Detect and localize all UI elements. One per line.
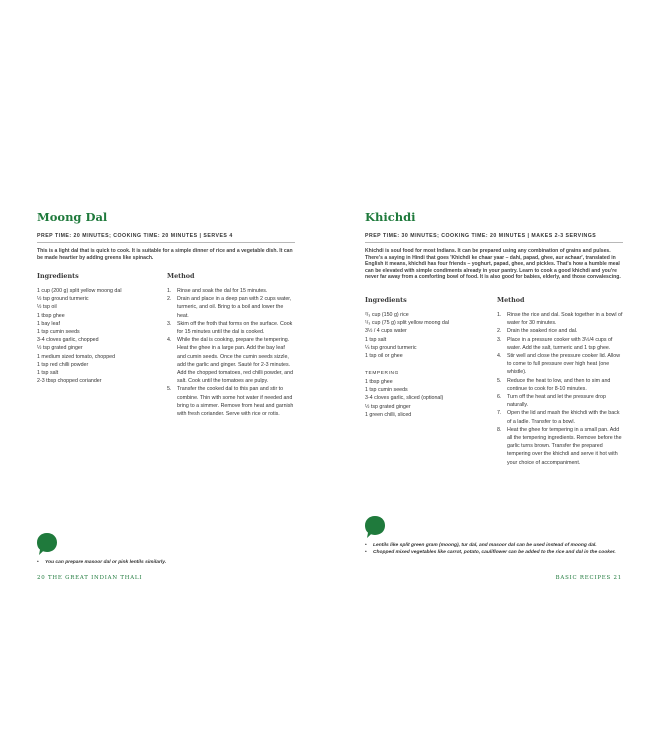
method-list	[497, 311, 625, 467]
list-item: 3-4 cloves garlic, chopped	[37, 337, 99, 344]
step-number: 3.	[167, 320, 172, 327]
ingredients-list	[37, 287, 122, 385]
method-step	[167, 287, 295, 295]
step-number: 1.	[497, 312, 502, 318]
step-number: 5.	[497, 377, 502, 384]
step-number: 6.	[497, 394, 502, 401]
list-item: 1 tbsp ghee	[37, 312, 65, 319]
method-heading: Method	[497, 296, 525, 304]
method-step	[497, 352, 625, 377]
list-item: 1 green chilli, sliced	[365, 411, 412, 418]
step-number: 5.	[167, 386, 172, 393]
recipe-meta: PREP TIME: 30 MINUTES; COOKING TIME: 20 MINUTES | MAKES 2-3 SERVINGS	[365, 233, 597, 239]
step-text: Open the lid and mash the khichdi with the back of a ladle. Transfer to a bowl.	[507, 410, 620, 425]
notes-list	[365, 542, 627, 556]
method-step	[497, 426, 625, 467]
notes-list	[37, 559, 297, 566]
method-heading: Method	[167, 272, 195, 280]
recipe-intro: Khichdi is soul food for most Indians. It can be prepared using any combination of grains and pulses. There's a saying in Hindi that goes 'Khichdi ke chaar yaar – dahi, papad, ghee, aur achaar', translated in English it means, khichdi has four friends – yoghurt, papad, ghee, and pickles. That's how a humble meal can be elevated with simple condiments already in your pantry. Learn to cook a good khichdi and you're never far away from a comforting bowl of food. It is also good for babies, elderly, and those convalescing.	[365, 248, 621, 281]
ingredients-heading: Ingredients	[37, 272, 79, 280]
step-text: Drain and place in a deep pan with 2 cups water, turmeric, and oil. Bring to a boil and lower the heat.	[177, 296, 292, 319]
list-item: • Chopped mixed vegetables like carrot, potato, cauliflower can be added to the rice and dal in the cooker.	[365, 549, 627, 556]
ingredients-list	[365, 311, 449, 360]
step-text: Rinse the rice and dal. Soak together in a bowl of water for 30 minutes.	[507, 312, 623, 327]
method-step	[167, 295, 295, 320]
recipe-title: Khichdi	[365, 210, 416, 224]
page-folio: BASIC RECIPES 21	[555, 575, 622, 581]
list-item: • You can prepare masoor dal or pink lentils similarly.	[37, 559, 297, 566]
step-text: Heat the ghee for tempering in a small pan. Add all the tempering ingredients. Remove before the garlic turns brown. Transfer the prepared tempering over the khichdi and serve it hot with your choice of accompaniment.	[507, 426, 622, 466]
method-step	[497, 393, 625, 409]
step-text: Reduce the heat to low, and then to sim and continue to cook for 8-10 minutes.	[507, 377, 611, 392]
step-text: Turn off the heat and let the pressure drop naturally.	[507, 394, 606, 409]
list-item: ²/₃ cup (150 g) rice	[365, 312, 409, 318]
step-text: Skim off the froth that forms on the surface. Cook for 15 minutes until the dal is cooked.	[177, 320, 293, 336]
method-step	[167, 336, 295, 385]
step-number: 2.	[167, 296, 172, 303]
method-step	[497, 336, 625, 352]
step-number: 4.	[167, 337, 172, 344]
step-number: 1.	[167, 288, 172, 294]
step-number: 2.	[497, 328, 502, 335]
list-item: 1 tbsp ghee	[365, 379, 393, 385]
list-item: • Lentils like split green gram (moong), tur dal, and masoor dal can be used instead of moong dal.	[365, 542, 627, 549]
divider	[37, 242, 295, 243]
method-step	[497, 377, 625, 393]
right-page	[329, 0, 658, 734]
method-step	[497, 327, 625, 335]
step-text: Transfer the cooked dal to this pan and stir to combine. Thin with some hot water if needed and bring to a simmer. Remove from heat and garnish with fresh coriander. Serve with rice or rotis.	[177, 386, 294, 418]
list-item: 1 tsp salt	[365, 336, 387, 343]
method-list	[167, 287, 295, 418]
step-text: Drain the soaked rice and dal.	[507, 328, 578, 335]
speech-bubble-icon	[364, 515, 386, 539]
method-step	[167, 320, 295, 336]
step-text: While the dal is cooking, prepare the tempering. Heat the ghee in a large pan. Add the bay leaf and cumin seeds. Once the cumin seeds sizzle, add the garlic and ginger. Sauté for 2-3 minutes. Add the chopped tomatoes, red chilli powder, and salt. Cook until the tomatoes are pulpy.	[177, 337, 294, 385]
list-item: 1 medium sized tomato, chopped	[37, 353, 116, 360]
list-item: 1 bay leaf	[37, 320, 60, 327]
recipe-meta: PREP TIME: 20 MINUTES; COOKING TIME: 20 MINUTES | SERVES 4	[37, 233, 233, 239]
list-item: ½ tsp grated ginger	[365, 403, 411, 410]
tempering-label: TEMPERING	[365, 371, 399, 376]
divider	[365, 242, 623, 243]
step-text: Rinse and soak the dal for 15 minutes.	[177, 288, 268, 294]
method-step	[497, 409, 625, 425]
list-item: 1 tsp oil or ghee	[365, 353, 403, 360]
list-item: 1 tsp salt	[37, 370, 59, 377]
list-item: 2-3 tbsp chopped coriander	[37, 378, 102, 385]
list-item: ½ tsp ground turmeric	[37, 296, 89, 303]
list-item: ½ tsp oil	[37, 304, 57, 311]
method-step	[167, 385, 295, 418]
step-text: Stir well and close the pressure cooker lid. Allow to come to full pressure over high heat (one whistle).	[507, 353, 621, 376]
page-folio: 20 THE GREAT INDIAN THALI	[37, 575, 143, 581]
list-item: 1 tsp cumin seeds	[37, 329, 80, 336]
tempering-list	[365, 378, 443, 419]
step-number: 3.	[497, 336, 502, 343]
list-item: ½ tsp grated ginger	[37, 345, 83, 352]
recipe-title: Moong Dal	[37, 210, 108, 224]
speech-bubble-icon	[36, 532, 58, 556]
list-item: 1 cup (200 g) split yellow moong dal	[37, 288, 122, 294]
ingredients-heading: Ingredients	[365, 296, 407, 304]
list-item: 3½ / 4 cups water	[365, 328, 407, 335]
method-step	[497, 311, 625, 327]
recipe-intro: This is a light dal that is quick to cook. It is suitable for a simple dinner of rice and a vegetable dish. It can be made heartier by adding greens like spinach.	[37, 248, 293, 261]
list-item: 1 tsp cumin seeds	[365, 387, 408, 394]
step-number: 7.	[497, 410, 502, 417]
list-item: 3-4 cloves garlic, sliced (optional)	[365, 395, 444, 402]
list-item: ¹/₃ cup (75 g) split yellow moong dal	[365, 320, 450, 327]
list-item: 1 tsp red chilli powder	[37, 361, 89, 368]
list-item: ¼ tsp ground turmeric	[365, 344, 417, 351]
step-text: Place in a pressure cooker with 3½/4 cups of water. Add the salt, turmeric and 1 tsp ghee.	[507, 336, 613, 351]
step-number: 4.	[497, 353, 502, 360]
step-number: 8.	[497, 426, 502, 433]
